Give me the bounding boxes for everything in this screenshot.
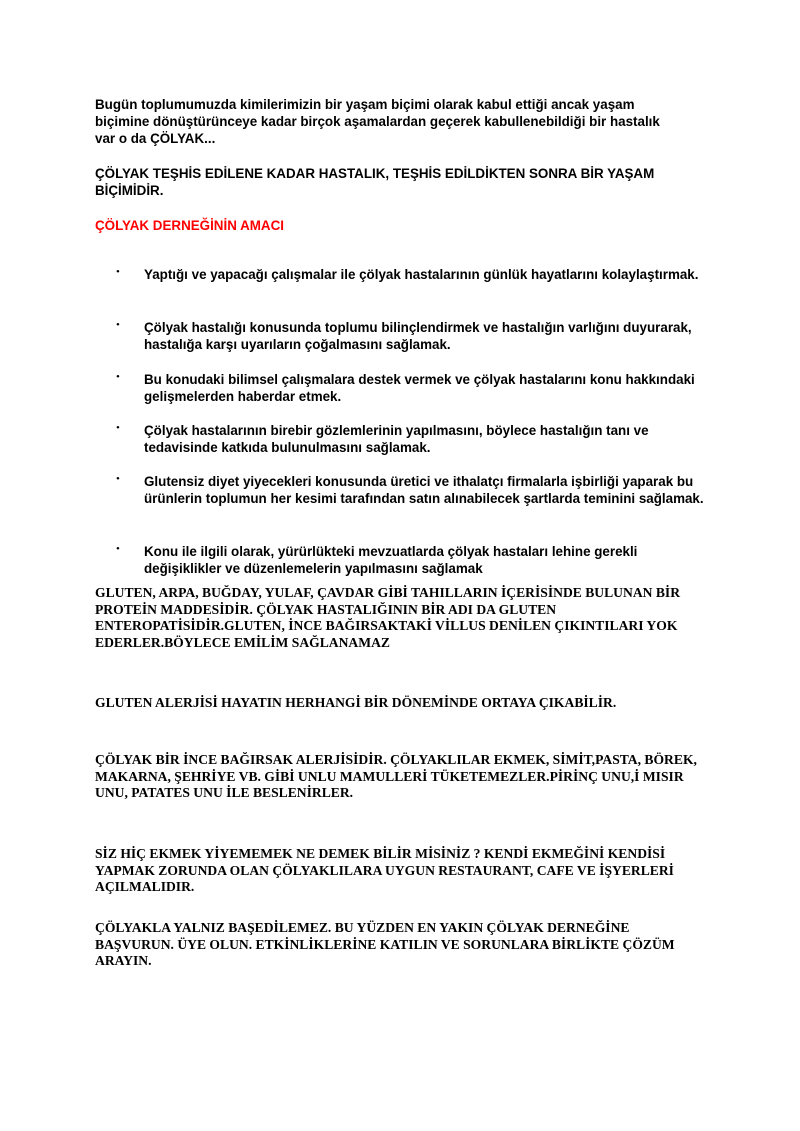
aim-text: Konu ile ilgili olarak, yürürlükteki mevzuatlarda çölyak hastaları lehine gerekli değişiklikler ve düzenlemelerin yapılmasını sağlamak [144, 544, 638, 576]
bread-question-paragraph: SİZ HİÇ EKMEK YİYEMEMEK NE DEMEK BİLİR MİSİNİZ ? KENDİ EKMEĞİNİ KENDİSİ YAPMAK ZORUNDA OLAN ÇÖLYAKLILARA UYGUN RESTAURANT, CAFE VE İŞYERLERİ AÇILMALIDIR. [95, 846, 674, 894]
bullet-icon: • [116, 266, 120, 278]
aim-item [116, 543, 716, 577]
bullet-icon: • [116, 543, 120, 555]
aim-item [116, 371, 716, 405]
aims-heading: ÇÖLYAK DERNEĞİNİN AMACI [95, 218, 284, 233]
gluten-allergy-paragraph: GLUTEN ALERJİSİ HAYATIN HERHANGİ BİR DÖNEMİNDE ORTAYA ÇIKABİLİR. [95, 695, 617, 710]
aim-item [116, 319, 716, 353]
aim-text: Glutensiz diyet yiyecekleri konusunda üretici ve ithalatçı firmalarla işbirliği yaparak bu ürünlerin toplumun her kesimi tarafından satın alınabilecek şartlarda teminini sağlamak. [144, 474, 704, 506]
aim-text: Çölyak hastalığı konusunda toplumu bilinçlendirmek ve hastalığın varlığını duyurarak, hastalığa karşı uyarıların çoğalmasını sağlamak. [144, 320, 692, 352]
gluten-definition-paragraph: GLUTEN, ARPA, BUĞDAY, YULAF, ÇAVDAR GİBİ TAHILLARIN İÇERİSİNDE BULUNAN BİR PROTEİN MADDESİDİR. ÇÖLYAK HASTALIĞININ BİR ADI DA GLUTEN ENTEROPATİSİDİR.GLUTEN, İNCE BAĞIRSAKTAKİ VİLLUS DENİLEN ÇIKINTILARI YOK EDERLER.BÖYLECE EMİLİM SAĞLANAMAZ [95, 585, 681, 650]
aim-text: Çölyak hastalarının birebir gözlemlerinin yapılmasını, böylece hastalığın tanı ve tedavisinde katkıda bulunulmasını sağlamak. [144, 423, 649, 455]
bullet-icon: • [116, 473, 120, 485]
aim-text: Yaptığı ve yapacağı çalışmalar ile çölyak hastalarının günlük hayatlarını kolaylaştırmak. [144, 267, 699, 282]
aim-item [116, 422, 716, 456]
aim-item [116, 266, 716, 283]
intro-paragraph: Bugün toplumumuzda kimilerimizin bir yaşam biçimi olarak kabul ettiği ancak yaşam biçimine dönüştürünceye kadar birçok aşamalardan geçerek kabullenebildiği bir hastalık var o da ÇÖLYAK... [95, 97, 660, 146]
aim-item [116, 473, 716, 507]
association-call-paragraph: ÇÖLYAKLA YALNIZ BAŞEDİLEMEZ. BU YÜZDEN EN YAKIN ÇÖLYAK DERNEĞİNE BAŞVURUN. ÜYE OLUN. ETKİNLİKLERİNE KATILIN VE SORUNLARA BİRLİKTE ÇÖZÜM ARAYIN. [95, 920, 675, 968]
bullet-icon: • [116, 422, 120, 434]
aim-text: Bu konudaki bilimsel çalışmalara destek vermek ve çölyak hastalarını konu hakkındaki gelişmelerden haberdar etmek. [144, 372, 695, 404]
celiac-diet-paragraph: ÇÖLYAK BİR İNCE BAĞIRSAK ALERJİSİDİR. ÇÖLYAKLILAR EKMEK, SİMİT,PASTA, BÖREK, MAKARNA, ŞEHRİYE VB. GİBİ UNLU MAMULLERİ TÜKETEMEZLER.PİRİNÇ UNU,İ MISIR UNU, PATATES UNU İLE BESLENİRLER. [95, 752, 697, 800]
bullet-icon: • [116, 319, 120, 331]
bullet-icon: • [116, 371, 120, 383]
motto-paragraph: ÇÖLYAK TEŞHİS EDİLENE KADAR HASTALIK, TEŞHİS EDİLDİKTEN SONRA BİR YAŞAM BİÇİMİDİR. [95, 166, 655, 198]
